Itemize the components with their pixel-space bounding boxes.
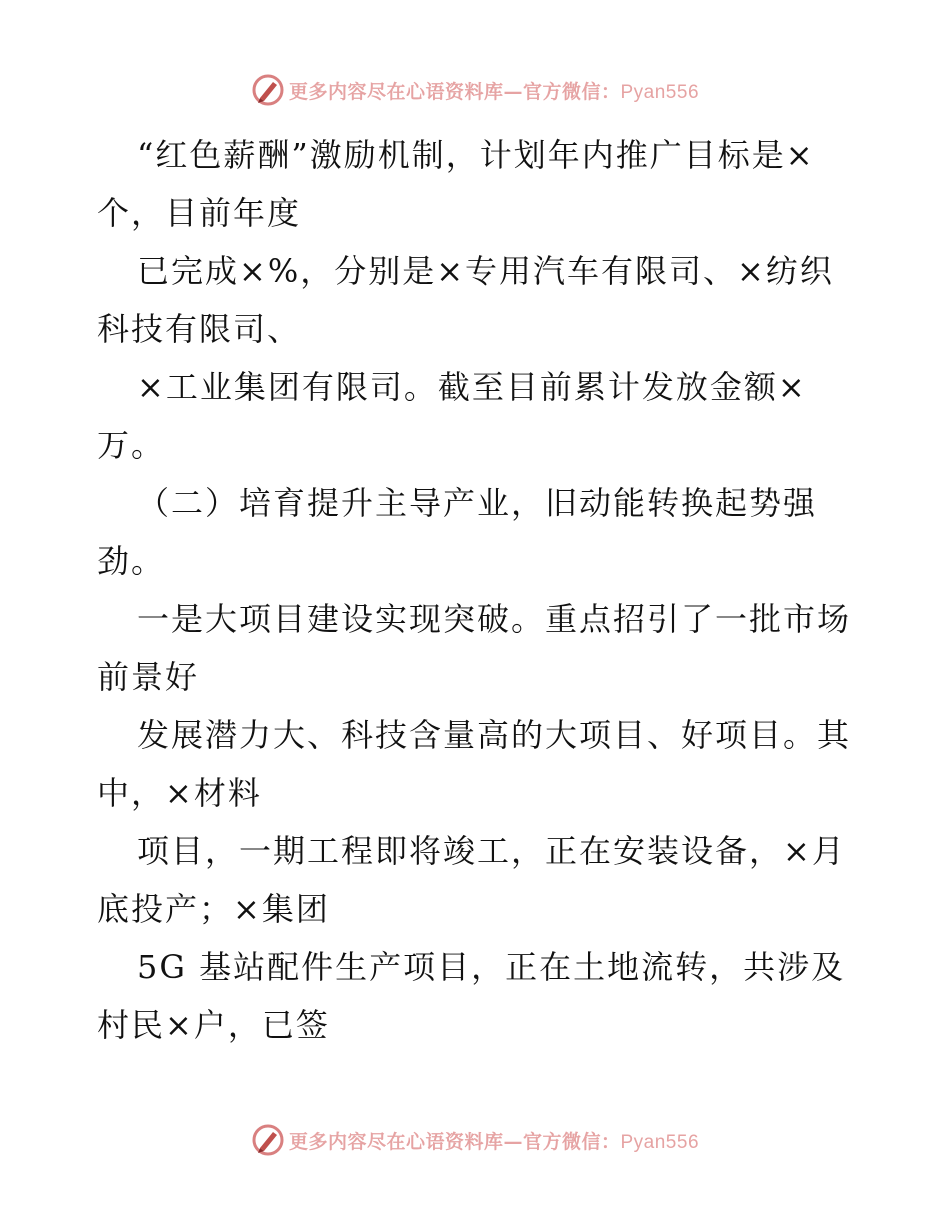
section-heading-line: 劲。 [97, 542, 166, 580]
paragraph-line: 前景好 [97, 658, 200, 696]
banner-text: 更多内容尽在心语资料库—官方微信：Pyan556 [288, 1130, 700, 1153]
header-banner [0, 68, 950, 112]
paragraph-line: 5G 基站配件生产项目，正在土地流转，共涉及 [137, 948, 846, 986]
paragraph-line: “红色薪酬”激励机制，计划年内推广目标是× [137, 136, 815, 174]
pen-logo-icon [251, 73, 285, 107]
banner-text: 更多内容尽在心语资料库—官方微信：Pyan556 [288, 80, 700, 103]
paragraph-line: 中，×材料 [97, 774, 262, 812]
paragraph-line: 个，目前年度 [97, 194, 302, 232]
paragraph-line: 底投产；×集团 [97, 890, 330, 928]
section-heading-line: （二）培育提升主导产业，旧动能转换起势强 [137, 484, 818, 522]
paragraph-line: 村民×户，已签 [97, 1006, 330, 1044]
paragraph-line: 项目，一期工程即将竣工，正在安装设备，×月 [137, 832, 846, 870]
footer-banner [0, 1118, 950, 1162]
pen-logo-icon [251, 1123, 285, 1157]
paragraph-line: 发展潜力大、科技含量高的大项目、好项目。其 [137, 716, 852, 754]
paragraph-line: ×工业集团有限司。截至目前累计发放金额× [137, 368, 807, 406]
paragraph-line: 万。 [97, 426, 166, 464]
paragraph-line: 一是大项目建设实现突破。重点招引了一批市场 [137, 600, 852, 638]
banner-handle: Pyan556 [620, 1131, 700, 1153]
paragraph-line: 已完成×%，分别是×专用汽车有限司、×纺织 [137, 252, 834, 290]
banner-handle: Pyan556 [620, 81, 700, 103]
document-body [97, 126, 867, 1054]
paragraph-line: 科技有限司、 [97, 310, 302, 348]
